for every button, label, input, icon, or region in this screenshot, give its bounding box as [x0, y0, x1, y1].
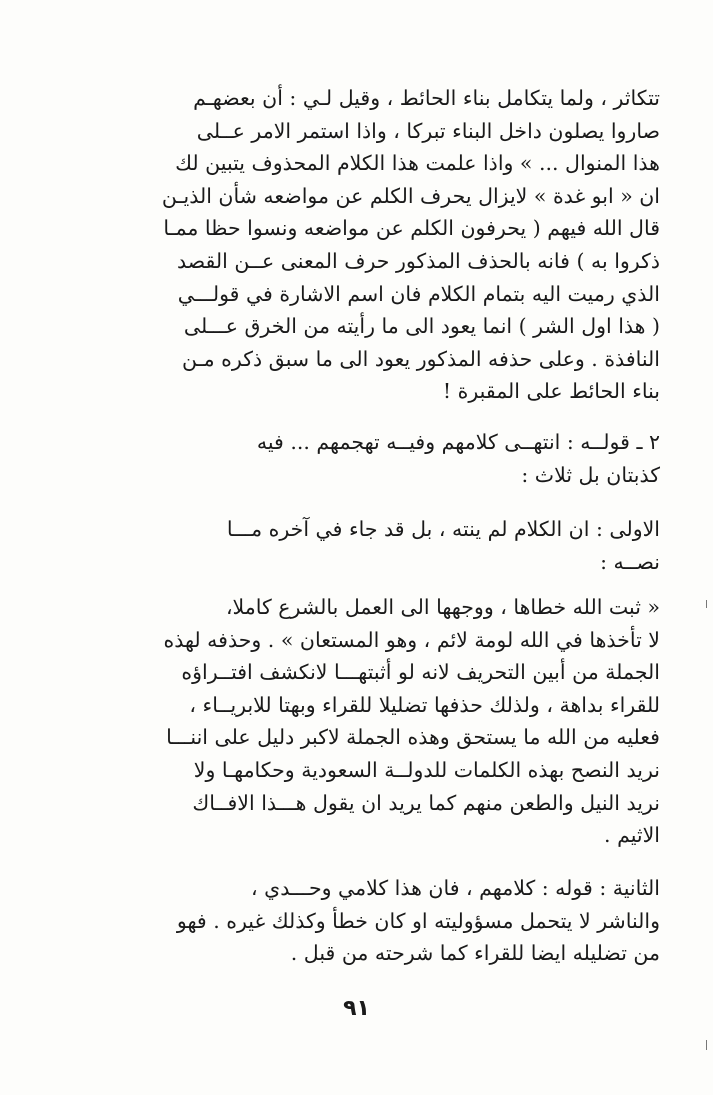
text-line: كذبتان بل ثلاث :	[521, 462, 660, 487]
text-line: النافذة . وعلى حذفه المذكور يعود الى ما سبق ذكره مـن	[182, 346, 660, 371]
text-line: نصــه :	[600, 549, 660, 574]
paragraph-2	[98, 426, 660, 491]
text-line: الاثيم .	[604, 823, 660, 848]
text-line: نريد النيل والطعن منهم كما يريد ان يقول هـــذا الافــاك	[192, 790, 660, 815]
page-number: ٩١	[343, 996, 370, 1021]
paragraph-4	[98, 591, 660, 852]
scan-edge-mark	[706, 1040, 707, 1050]
text-line: بناء الحائط على المقبرة !	[442, 379, 660, 404]
text-line: ٢ ـ قولــه : انتهــى كلامهم وفيــه تهجمهم ... فيه	[256, 430, 660, 454]
paragraph-3	[98, 513, 660, 578]
text-line: صاروا يصلون داخل البناء تبركا ، واذا استمر الامر عــلى	[196, 118, 660, 143]
text-line: لا تأخذها في الله لومة لائم ، وهو المستعان » . وحذفه لهذه	[163, 627, 660, 652]
text-line: قال الله فيهم ( يحرفون الكلم عن مواضعه ونسوا حظا ممـا	[163, 216, 660, 241]
text-line: للقراء بداهة ، ولذلك حذفها تضليلا للقراء وبهتا للابريــاء ،	[189, 692, 660, 717]
scan-edge-mark	[706, 600, 707, 608]
paragraph-1	[98, 82, 660, 408]
text-line: الجملة من أبين التحريف لانه لو أثبتهـــا لانكشف افتــراؤه	[181, 660, 660, 685]
text-line: ذكروا به ) فانه بالحذف المذكور حرف المعنى عــن القصد	[176, 248, 660, 273]
paragraph-5	[98, 872, 660, 970]
text-line: ( هذا اول الشر ) انما يعود الى ما رأيته من الخرق عـــلى	[183, 314, 660, 339]
text-line: ان « ابو غدة » لايزال يحرف الكلم عن مواضعه شأن الذيـن	[161, 183, 660, 208]
text-line: نريد النصح بهذه الكلمات للدولــة السعودية وحكامهـا ولا	[193, 757, 660, 782]
text-line: الاولى : ان الكلام لم ينته ، بل قد جاء في آخره مـــا	[226, 517, 660, 541]
text-line: الذي رميت اليه بتمام الكلام فان اسم الاشارة في قولـــي	[177, 281, 660, 306]
text-line: تتكاثر ، ولما يتكامل بناء الحائط ، وقيل لـي : أن بعضهـم	[193, 86, 660, 110]
text-line: هذا المنوال ... » واذا علمت هذا الكلام المحذوف يتبين لك	[175, 151, 660, 176]
text-line: الثانية : قوله : كلامهم ، فان هذا كلامي وحـــدي ،	[251, 876, 660, 900]
text-line: « ثبت الله خطاها ، ووجهها الى العمل بالشرع كاملا،	[225, 595, 660, 619]
text-line: والناشر لا يتحمل مسؤوليته او كان خطأ وكذلك غيره . فهو	[176, 908, 660, 933]
text-line: فعليه من الله ما يستحق وهذه الجملة لاكبر دليل على اننـــا	[166, 725, 660, 750]
text-line: من تضليله ايضا للقراء كما شرحته من قبل .	[290, 941, 660, 966]
